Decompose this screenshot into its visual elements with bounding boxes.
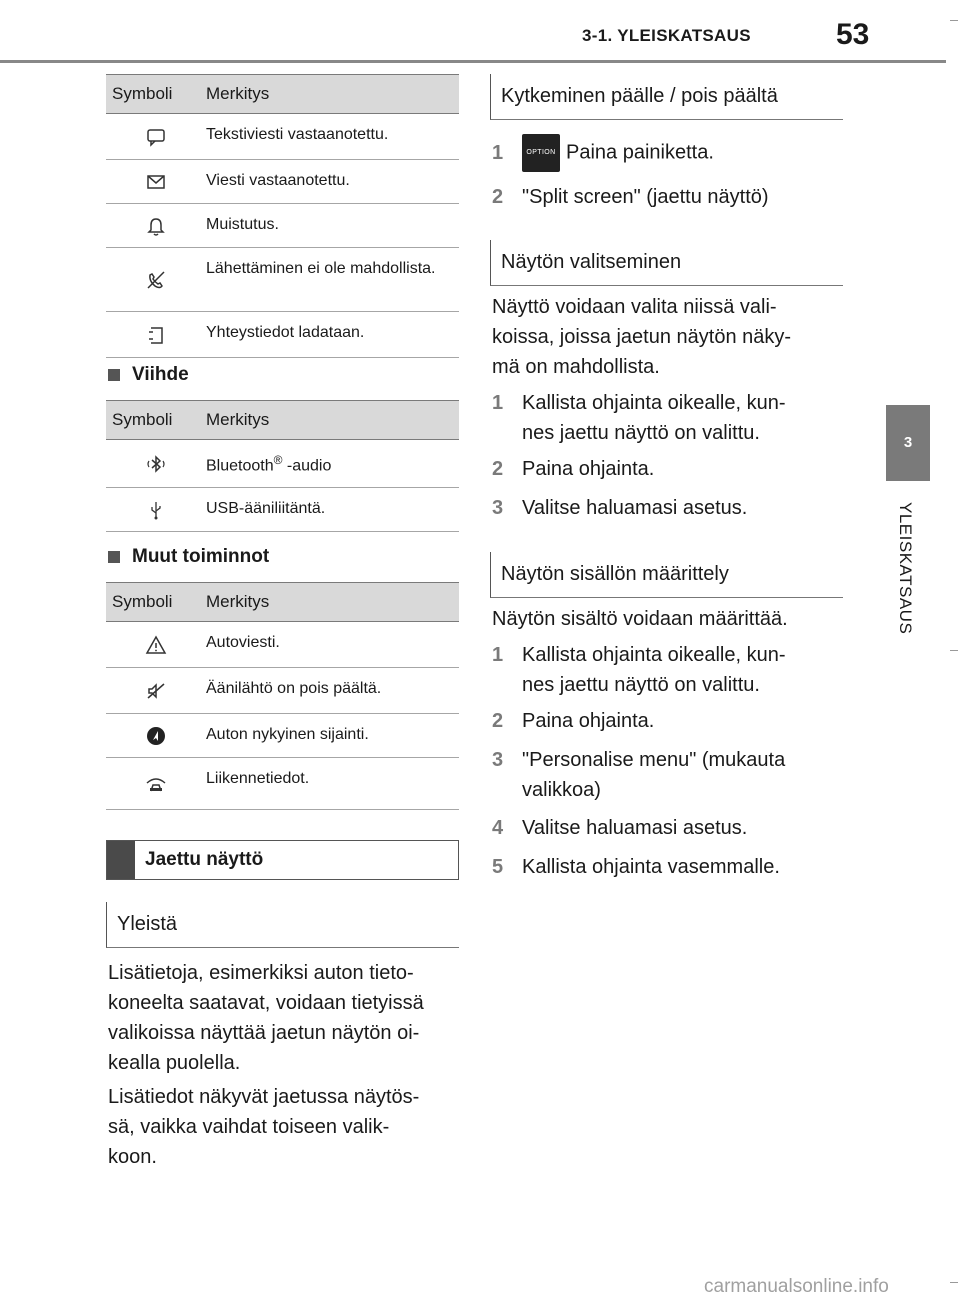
header-rule — [0, 60, 946, 63]
table-cell: Äänilähtö on pois päältä. — [206, 680, 382, 697]
table-row — [106, 204, 459, 248]
heading-valitseminen: Näytön valitseminen — [490, 240, 843, 286]
step-val-2: 2 Paina ohjainta. — [492, 458, 655, 480]
table-header — [106, 400, 459, 440]
symbol-table-messages — [106, 74, 459, 358]
table-row — [106, 160, 459, 204]
table-row — [106, 114, 459, 160]
bullet-square-icon — [108, 369, 120, 381]
table-row — [106, 622, 459, 668]
bluetooth-audio-icon — [145, 453, 167, 475]
section-heading-jaettu-naytto: Jaettu näyttö — [106, 840, 459, 880]
step-val-1: 1 Kallista ohjainta oikealle, kun- nes jaettu näyttö on valittu. — [492, 392, 786, 444]
table-row — [106, 248, 459, 312]
speaker-muted-icon — [145, 680, 167, 702]
step-kyt-1: 1 OPTION Paina painiketta. — [492, 134, 852, 172]
paragraph-yleista-1: Lisätietoja, esimerkiksi auton tieto- koneelta saatavat, voidaan tietyissä valikoissa näyttää jaetun näytön oi- kealla puolella. — [108, 962, 424, 1074]
table-cell: Liikennetiedot. — [206, 770, 310, 787]
chapter-tab-label: YLEISKATSAUS — [896, 502, 915, 635]
table-header — [106, 74, 459, 114]
table-header — [106, 582, 459, 622]
warning-triangle-icon — [145, 634, 167, 656]
bell-icon — [145, 215, 167, 237]
table-cell: Autoviesti. — [206, 634, 280, 651]
crop-mark — [950, 650, 958, 651]
col-meaning: Merkitys — [206, 84, 270, 103]
table-row — [106, 714, 459, 758]
heading-kytkeminen: Kytkeminen päälle / pois päältä — [490, 74, 843, 120]
envelope-icon — [145, 171, 167, 193]
col-symbol: Symboli — [112, 592, 173, 611]
crop-mark — [950, 1282, 958, 1283]
table-cell: Muistutus. — [206, 216, 279, 233]
step-val-3: 3 Valitse haluamasi asetus. — [492, 497, 748, 519]
paragraph-yleista-2: Lisätiedot näkyvät jaetussa näytös- sä, vaikka vaihdat toiseen valik- koon. — [108, 1086, 420, 1168]
table-cell: Tekstiviesti vastaanotettu. — [206, 126, 389, 143]
message-bubble-icon — [145, 126, 167, 148]
table-row — [106, 312, 459, 358]
col-symbol: Symboli — [112, 410, 173, 429]
chapter-tab-number: 3 — [886, 405, 930, 481]
step-maar-4: 4 Valitse haluamasi asetus. — [492, 817, 748, 839]
table-cell: USB-ääniliitäntä. — [206, 500, 326, 517]
table-cell: Auton nykyinen sijainti. — [206, 726, 369, 743]
table-cell: Viesti vastaanotettu. — [206, 172, 350, 189]
subsection-heading-muut-toiminnot: Muut toiminnot — [108, 546, 269, 568]
symbol-table-entertainment — [106, 400, 459, 532]
paragraph-maarittely: Näytön sisältö voidaan määrittää. — [492, 608, 788, 630]
crop-mark — [950, 20, 958, 21]
usb-icon — [145, 499, 167, 521]
phone-crossed-icon — [145, 269, 167, 291]
step-maar-2: 2 Paina ohjainta. — [492, 710, 655, 732]
col-meaning: Merkitys — [206, 592, 270, 611]
contacts-icon — [145, 324, 167, 346]
table-cell: Yhteystiedot ladataan. — [206, 324, 365, 341]
table-row — [106, 440, 459, 488]
table-row — [106, 488, 459, 532]
table-row — [106, 668, 459, 714]
table-cell: Lähettäminen ei ole mahdollista. — [206, 260, 436, 277]
col-meaning: Merkitys — [206, 410, 270, 429]
heading-yleista: Yleistä — [106, 902, 459, 948]
table-cell: Bluetooth® -audio — [206, 453, 332, 475]
heading-bar-block — [107, 841, 135, 879]
heading-maarittely: Näytön sisällön määrittely — [490, 552, 843, 598]
step-maar-1: 1 Kallista ohjainta oikealle, kun- nes jaettu näyttö on valittu. — [492, 644, 786, 696]
option-button-icon: OPTION — [522, 134, 560, 172]
step-kyt-2: 2 "Split screen" (jaettu näyttö) — [492, 186, 769, 208]
col-symbol: Symboli — [112, 84, 173, 103]
symbol-table-other — [106, 582, 459, 810]
location-arrow-icon — [145, 725, 167, 747]
paragraph-valitseminen: Näyttö voidaan valita niissä vali- koissa, joissa jaetun näytön näky- mä on mahdollista. — [492, 296, 792, 378]
traffic-info-icon — [145, 773, 167, 795]
table-row — [106, 758, 459, 810]
section-title: 3-1. YLEISKATSAUS — [582, 26, 751, 45]
step-maar-3: 3 "Personalise menu" (mukauta valikkoa) — [492, 749, 786, 801]
bullet-square-icon — [108, 551, 120, 563]
watermark-text: carmanualsonline.info — [704, 1276, 889, 1297]
subsection-heading-viihde: Viihde — [108, 364, 189, 386]
step-maar-5: 5 Kallista ohjainta vasemmalle. — [492, 856, 780, 878]
page-number: 53 — [836, 18, 870, 51]
